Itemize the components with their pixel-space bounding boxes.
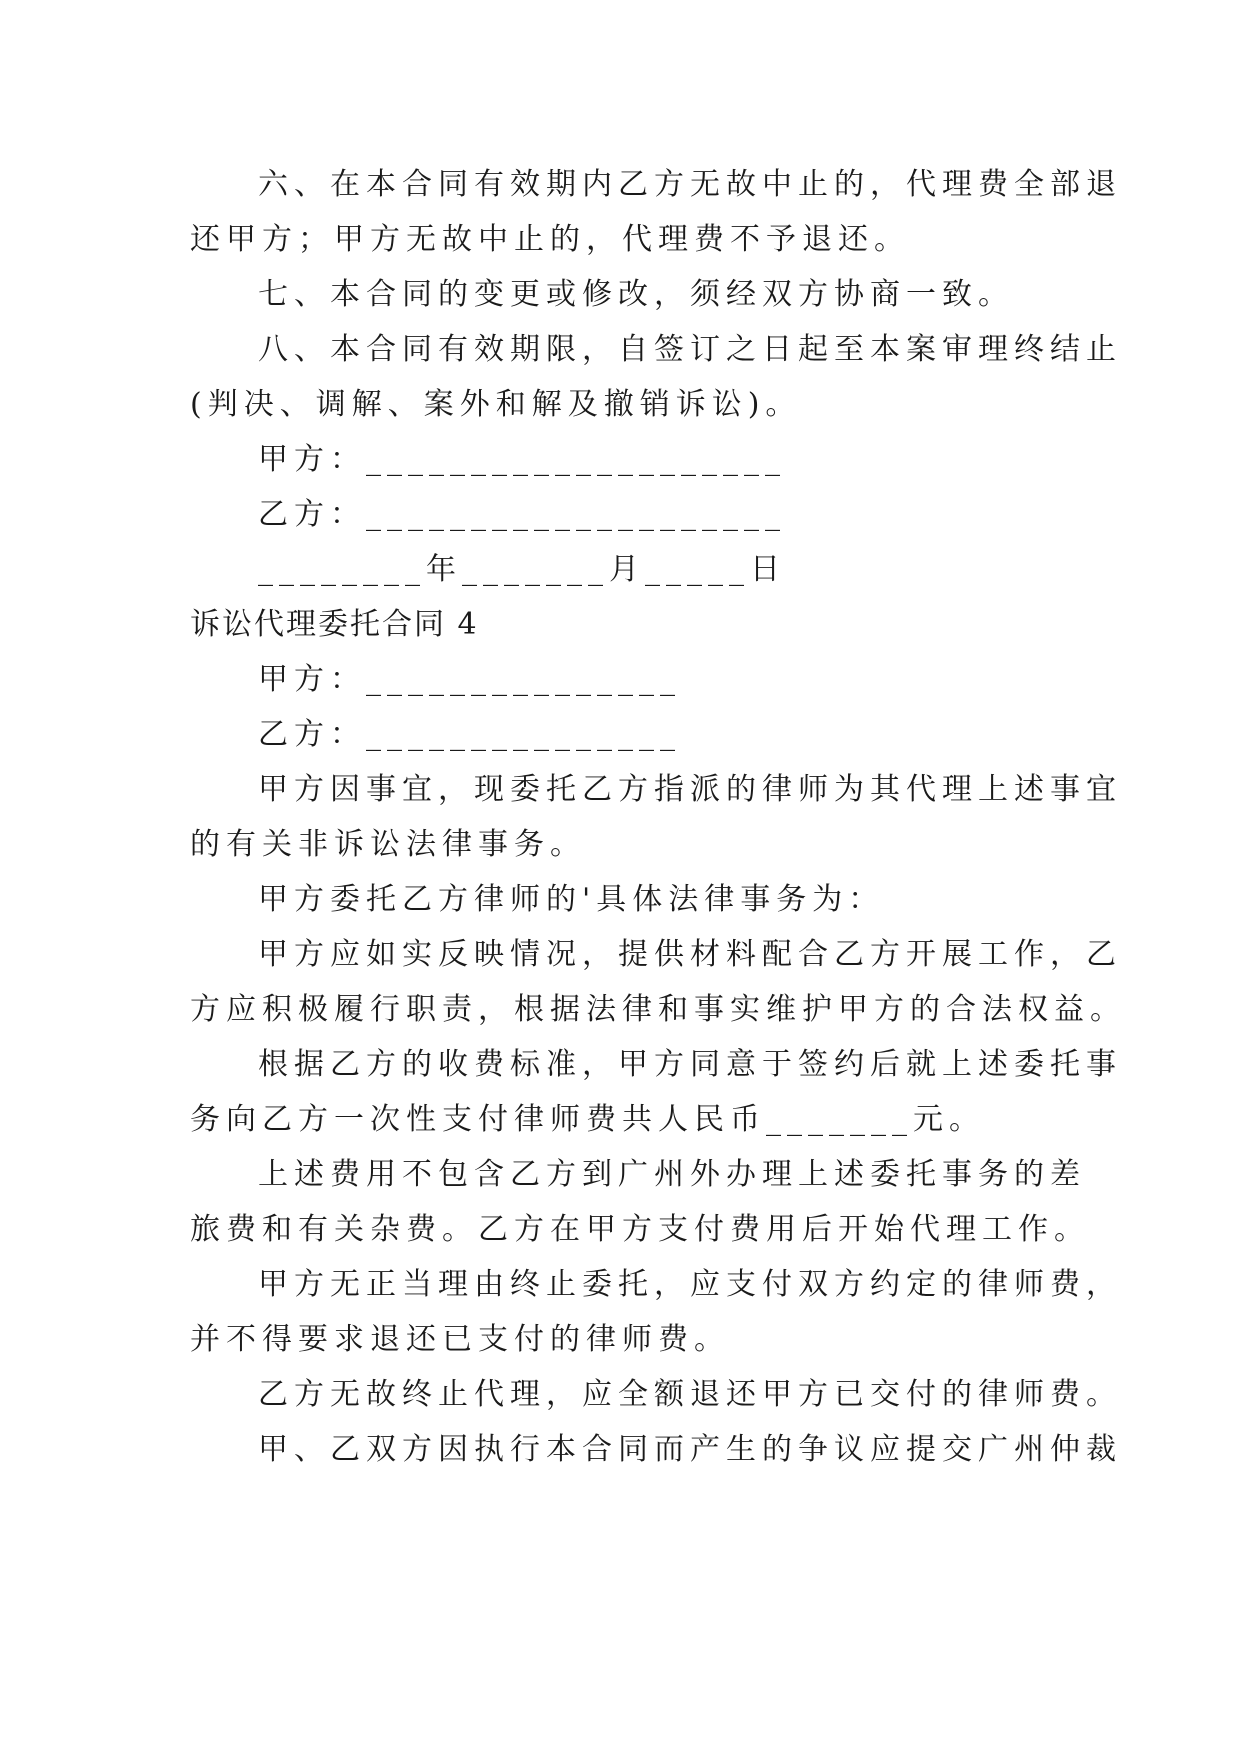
clause-7: 七、本合同的变更或修改，须经双方协商一致。 bbox=[258, 277, 1014, 312]
para-specific-matters: 甲方委托乙方律师的'具体法律事务为： bbox=[258, 882, 885, 917]
clause-6-line-1: 六、在本合同有效期内乙方无故中止的，代理费全部退 bbox=[258, 167, 1122, 202]
para-expenses-line-1: 上述费用不包含乙方到广州外办理上述委托事务的差 bbox=[258, 1157, 1086, 1192]
party-b-line: 乙方：_______________ bbox=[258, 717, 681, 752]
para-duties-line-1: 甲方应如实反映情况，提供材料配合乙方开展工作，乙 bbox=[258, 937, 1122, 972]
party-b-signature-line: 乙方：____________________ bbox=[258, 497, 786, 532]
para-entrust-line-2: 的有关非诉讼法律事务。 bbox=[190, 827, 586, 862]
para-fee-line-2: 务向乙方一次性支付律师费共人民币_______元。 bbox=[190, 1102, 985, 1137]
para-termination-b: 乙方无故终止代理，应全额退还甲方已交付的律师费。 bbox=[258, 1377, 1122, 1412]
clause-6-line-2: 还甲方；甲方无故中止的，代理费不予退还。 bbox=[190, 222, 910, 257]
party-a-signature-line: 甲方：____________________ bbox=[258, 442, 786, 477]
para-termination-a-line-2: 并不得要求退还已支付的律师费。 bbox=[190, 1322, 730, 1357]
party-a-line: 甲方：_______________ bbox=[258, 662, 681, 697]
contract-4-heading: 诉讼代理委托合同 4 bbox=[190, 607, 479, 642]
clause-8-line-1: 八、本合同有效期限，自签订之日起至本案审理终结止 bbox=[258, 332, 1122, 367]
para-dispute-line-1: 甲、乙双方因执行本合同而产生的争议应提交广州仲裁 bbox=[258, 1432, 1122, 1467]
clause-8-line-2: (判决、调解、案外和解及撤销诉讼)。 bbox=[190, 387, 802, 422]
para-duties-line-2: 方应积极履行职责，根据法律和事实维护甲方的合法权益。 bbox=[190, 992, 1126, 1027]
para-entrust-line-1: 甲方因事宜，现委托乙方指派的律师为其代理上述事宜 bbox=[258, 772, 1122, 807]
para-fee-line-1: 根据乙方的收费标准，甲方同意于签约后就上述委托事 bbox=[258, 1047, 1122, 1082]
para-termination-a-line-1: 甲方无正当理由终止委托，应支付双方约定的律师费， bbox=[258, 1267, 1122, 1302]
para-expenses-line-2: 旅费和有关杂费。乙方在甲方支付费用后开始代理工作。 bbox=[190, 1212, 1090, 1247]
date-line: ________年_______月_____日 bbox=[258, 552, 786, 587]
